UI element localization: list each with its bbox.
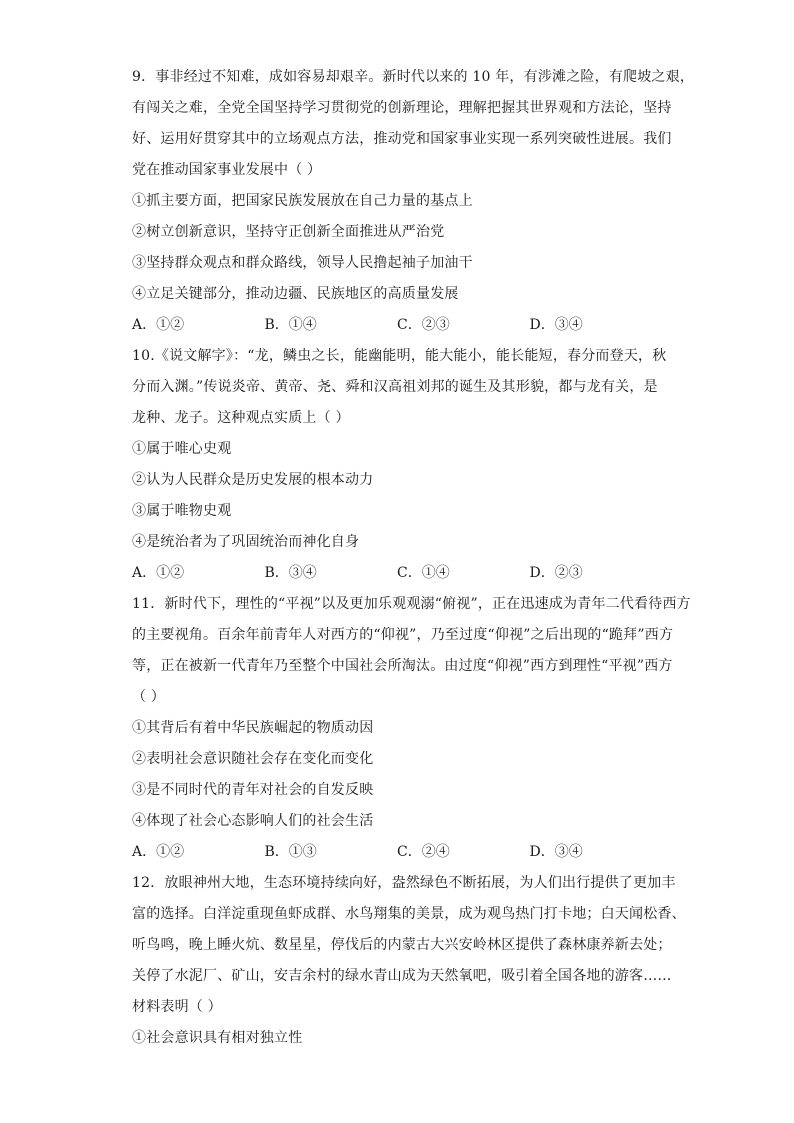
option-b: B．①④ [264, 317, 317, 333]
statement-item: ④体现了社会心态影响人们的社会生活 [132, 813, 374, 829]
option-b: B．③④ [264, 565, 317, 581]
question-stem-line: 12．放眼神州大地，生态环境持续向好，盎然绿色不断拓展，为人们出行提供了更加丰 [132, 875, 676, 891]
question-10 [132, 341, 667, 589]
question-12 [132, 868, 686, 1054]
question-stem-line: 的主要视角。百余年前青年人对西方的“仰视”，乃至过度“仰视”之后出现的“跪拜”西方 [132, 627, 674, 643]
question-9 [132, 62, 695, 341]
question-stem-line: 关停了水泥厂、矿山，安吉余村的绿水青山成为天然氧吧，吸引着全国各地的游客…… [132, 968, 672, 984]
option-c: C．①④ [397, 565, 450, 581]
statement-item: ②树立创新意识，坚持守正创新全面推进从严治党 [132, 224, 445, 240]
question-11 [132, 589, 691, 868]
option-c: C．②④ [397, 844, 450, 860]
statement-item: ②表明社会意识随社会存在变化而变化 [132, 751, 374, 767]
statement-item: ①社会意识具有相对独立性 [132, 1030, 303, 1046]
option-c: C．②③ [397, 317, 450, 333]
question-stem-line: 听鸟鸣，晚上睡火炕、数星星，停伐后的内蒙古大兴安岭林区提供了森林康养新去处； [132, 937, 672, 953]
statement-item: ③属于唯物史观 [132, 503, 232, 519]
answer-options [132, 310, 662, 341]
option-d: D．③④ [529, 317, 583, 333]
statement-item: ①属于唯心史观 [132, 441, 232, 457]
option-a: A．①② [132, 317, 185, 333]
statement-item: ①抓主要方面，把国家民族发展放在自己力量的基点上 [132, 193, 473, 209]
question-stem-line: 9．事非经过不知难，成如容易却艰辛。新时代以来的 10 年，有涉滩之险，有爬坡之艰， [132, 69, 695, 85]
option-b: B．①③ [264, 844, 317, 860]
option-a: A．①② [132, 565, 185, 581]
question-stem-line: 好、运用好贯穿其中的立场观点方法，推动党和国家事业实现一系列突破性进展。我们 [132, 131, 672, 147]
statement-item: ③是不同时代的青年对社会的自发反映 [132, 782, 374, 798]
question-stem-line: 等，正在被新一代青年乃至整个中国社会所淘汰。由过度“仰视”西方到理性“平视”西方 [132, 658, 673, 674]
question-list [132, 62, 695, 1054]
option-d: D．②③ [529, 565, 583, 581]
question-stem-line: 龙种、龙子。这种观点实质上（ ） [132, 410, 350, 426]
statement-item: ④是统治者为了巩固统治而神化自身 [132, 534, 360, 550]
answer-options [132, 837, 662, 868]
question-stem-line: （ ） [132, 689, 166, 705]
statement-item: ③坚持群众观点和群众路线，领导人民撸起袖子加油干 [132, 255, 473, 271]
question-stem-line: 11．新时代下，理性的“平视”以及更加乐观观溺“俯视”，正在迅速成为青年二代看待西方 [132, 596, 691, 612]
question-stem-line: 有闯关之难，全党全国坚持学习贯彻党的创新理论，理解把握其世界观和方法论，坚持 [132, 100, 672, 116]
answer-options [132, 558, 662, 589]
question-stem-line: 分而入渊。”传说炎帝、黄帝、尧、舜和汉高祖刘邦的诞生及其形貌，都与龙有关，是 [132, 379, 658, 395]
option-d: D．③④ [529, 844, 583, 860]
option-a: A．①② [132, 844, 185, 860]
statement-item: ②认为人民群众是历史发展的根本动力 [132, 472, 374, 488]
question-stem-line: 材料表明（ ） [132, 999, 222, 1015]
statement-item: ①其背后有着中华民族崛起的物质动因 [132, 720, 374, 736]
question-stem-line: 党在推动国家事业发展中（ ） [132, 162, 322, 178]
question-stem-line: 富的选择。白洋淀重现鱼虾成群、水鸟翔集的美景，成为观鸟热门打卡地；白天闻松香、 [132, 906, 686, 922]
statement-item: ④立足关键部分，推动边疆、民族地区的高质量发展 [132, 286, 459, 302]
question-stem-line: 10.《说文解字》：“龙，鳞虫之长，能幽能明，能大能小，能长能短，春分而登天，秋 [132, 348, 667, 364]
